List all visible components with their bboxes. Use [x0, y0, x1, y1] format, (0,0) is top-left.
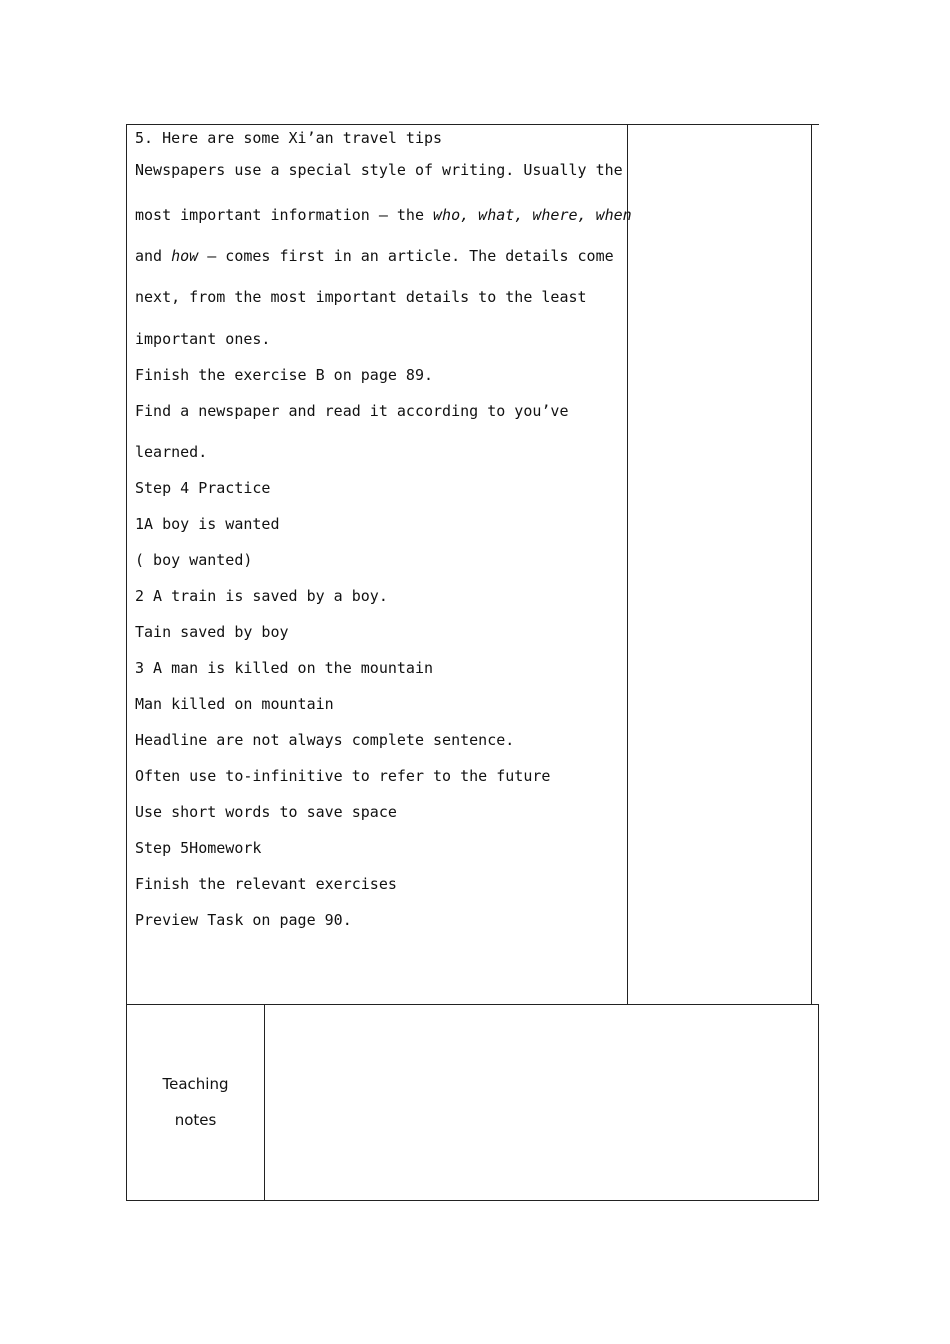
text-line: 5. Here are some Xi’an travel tips [135, 129, 443, 147]
step-heading: Step 4 Practice [135, 479, 271, 497]
text-line: most important information — the who, what, where, when [135, 206, 632, 224]
column-divider [627, 124, 628, 1004]
text-line: Finish the exercise B on page 89. [135, 366, 434, 384]
text-line: Finish the relevant exercises [135, 875, 397, 893]
text-line: Tain saved by boy [135, 623, 289, 641]
text-line: Preview Task on page 90. [135, 911, 352, 929]
text-line: Headline are not always complete sentence. [135, 731, 515, 749]
text-line: important ones. [135, 330, 271, 348]
text-line: Man killed on mountain [135, 695, 334, 713]
text-line: next, from the most important details to the least [135, 288, 587, 306]
text-line: Find a newspaper and read it according to you’ve [135, 402, 569, 420]
text-line: 1A boy is wanted [135, 515, 280, 533]
step-heading: Step 5Homework [135, 839, 262, 857]
text-line: Often use to-infinitive to refer to the future [135, 767, 551, 785]
text-line: Newspapers use a special style of writing. Usually the [135, 161, 623, 179]
table-border-stub [811, 124, 819, 125]
text-line: 2 A train is saved by a boy. [135, 587, 388, 605]
text-line: learned. [135, 443, 208, 461]
text-line: Use short words to save space [135, 803, 397, 821]
notes-label-line1: Teaching [162, 1075, 229, 1093]
text-line: 3 A man is killed on the mountain [135, 659, 434, 677]
text-line: ( boy wanted) [135, 551, 253, 569]
notes-label-line2: notes [174, 1111, 217, 1129]
text-line: and how — comes first in an article. The details come [135, 247, 614, 265]
teaching-notes-label [127, 1066, 264, 1138]
notes-column-divider [264, 1004, 265, 1201]
